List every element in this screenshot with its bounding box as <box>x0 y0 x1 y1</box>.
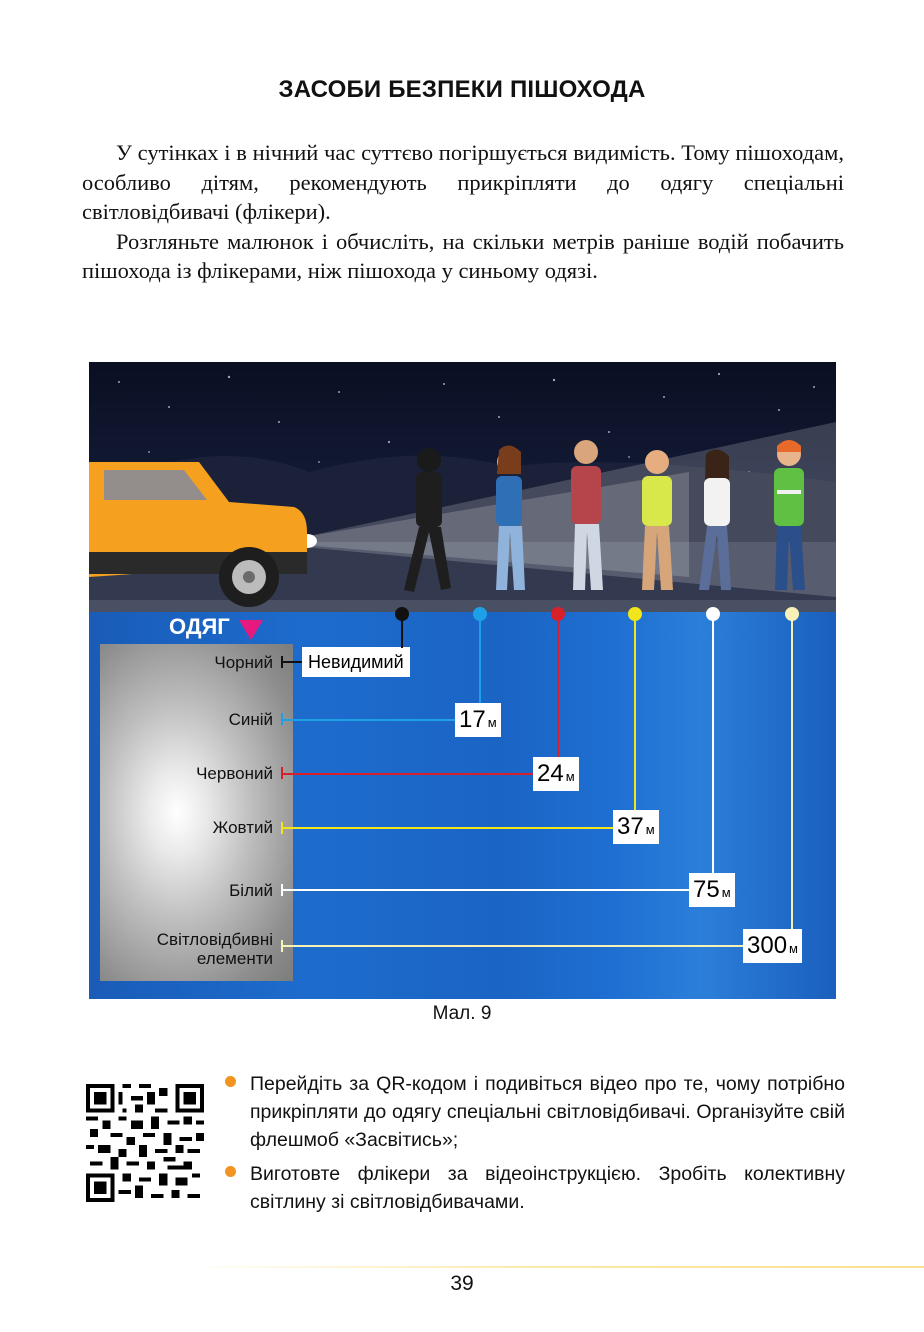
distance-white <box>689 873 735 907</box>
dot-black <box>395 607 409 621</box>
distance-red-value: 24 <box>537 760 564 787</box>
task-text-2: Виготовте флікери за відеоінструкцією. Зробіть колективну світлину зі світловідбивачами. <box>250 1163 845 1213</box>
vline-blue <box>479 613 481 703</box>
task-item <box>225 1070 845 1154</box>
distance-blue-value: 17 <box>459 706 486 733</box>
line-yellow <box>281 827 614 829</box>
visibility-figure <box>89 362 836 999</box>
distance-white-unit: м <box>721 885 731 900</box>
qr-code-icon[interactable] <box>86 1084 204 1202</box>
bullet-dot-icon <box>225 1076 236 1087</box>
row-label-black: Чорний <box>214 653 273 672</box>
distance-yellow-value: 37 <box>617 813 644 840</box>
task-item <box>225 1160 845 1216</box>
row-label-red: Червоний <box>196 764 273 783</box>
row-label-blue: Синій <box>228 710 273 729</box>
vline-red <box>557 613 559 758</box>
distance-reflective-unit: м <box>789 941 798 956</box>
distance-red <box>533 757 579 791</box>
dot-reflective <box>785 607 799 621</box>
line-reflective <box>281 945 744 947</box>
distance-blue-unit: м <box>487 715 497 730</box>
bullet-dot-icon <box>225 1166 236 1177</box>
page-number: 39 <box>450 1272 474 1295</box>
vline-reflective <box>791 613 793 929</box>
intro-text <box>82 138 844 286</box>
line-white <box>281 889 690 891</box>
dot-white <box>706 607 720 621</box>
distance-yellow-unit: м <box>645 822 655 837</box>
line-black <box>281 661 302 663</box>
dot-red <box>551 607 565 621</box>
paragraph-2: Розгляньте малюнок і обчисліть, на скільки метрів раніше водій побачить пішохода із флікерами, ніж пішохода у синьому одязі. <box>82 228 844 283</box>
distance-red-unit: м <box>565 769 575 784</box>
dot-yellow <box>628 607 642 621</box>
task-list <box>225 1070 845 1222</box>
clothes-header: ОДЯГ <box>169 614 230 639</box>
line-red <box>281 773 534 775</box>
footer-divider <box>180 1266 924 1268</box>
dot-blue <box>473 607 487 621</box>
vline-white <box>712 613 714 873</box>
distance-blue <box>455 703 501 737</box>
figure-caption: Мал. 9 <box>432 1003 492 1024</box>
scene-illustration <box>89 362 836 612</box>
distance-yellow <box>613 810 659 844</box>
row-label-yellow: Жовтий <box>212 818 273 837</box>
pointer-down-icon <box>239 620 263 640</box>
line-blue <box>281 719 456 721</box>
distance-reflective-value: 300 <box>747 932 788 959</box>
distance-reflective <box>743 929 802 963</box>
paragraph-1: У сутінках і в нічний час суттєво погіршується видимість. Тому пішоходам, особливо дітям, рекомендують прикріпляти до одягу спеціальні світловідбивачі (флікери). <box>82 140 844 224</box>
vline-yellow <box>634 613 636 811</box>
row-label-reflective: Світловідбивні елементи <box>156 930 273 968</box>
task-text-1: Перейдіть за QR-кодом і подивіться відео про те, чому потрібно прикріпляти до одягу спеціальні світловідбивачі. Організуйте свій флешмоб «Засвітись»; <box>250 1073 845 1151</box>
invisible-label: Невидимий <box>302 647 410 677</box>
page-heading: ЗАСОБИ БЕЗПЕКИ ПІШОХОДА <box>278 76 646 103</box>
row-label-white: Білий <box>229 881 273 900</box>
distance-white-value: 75 <box>693 876 720 903</box>
